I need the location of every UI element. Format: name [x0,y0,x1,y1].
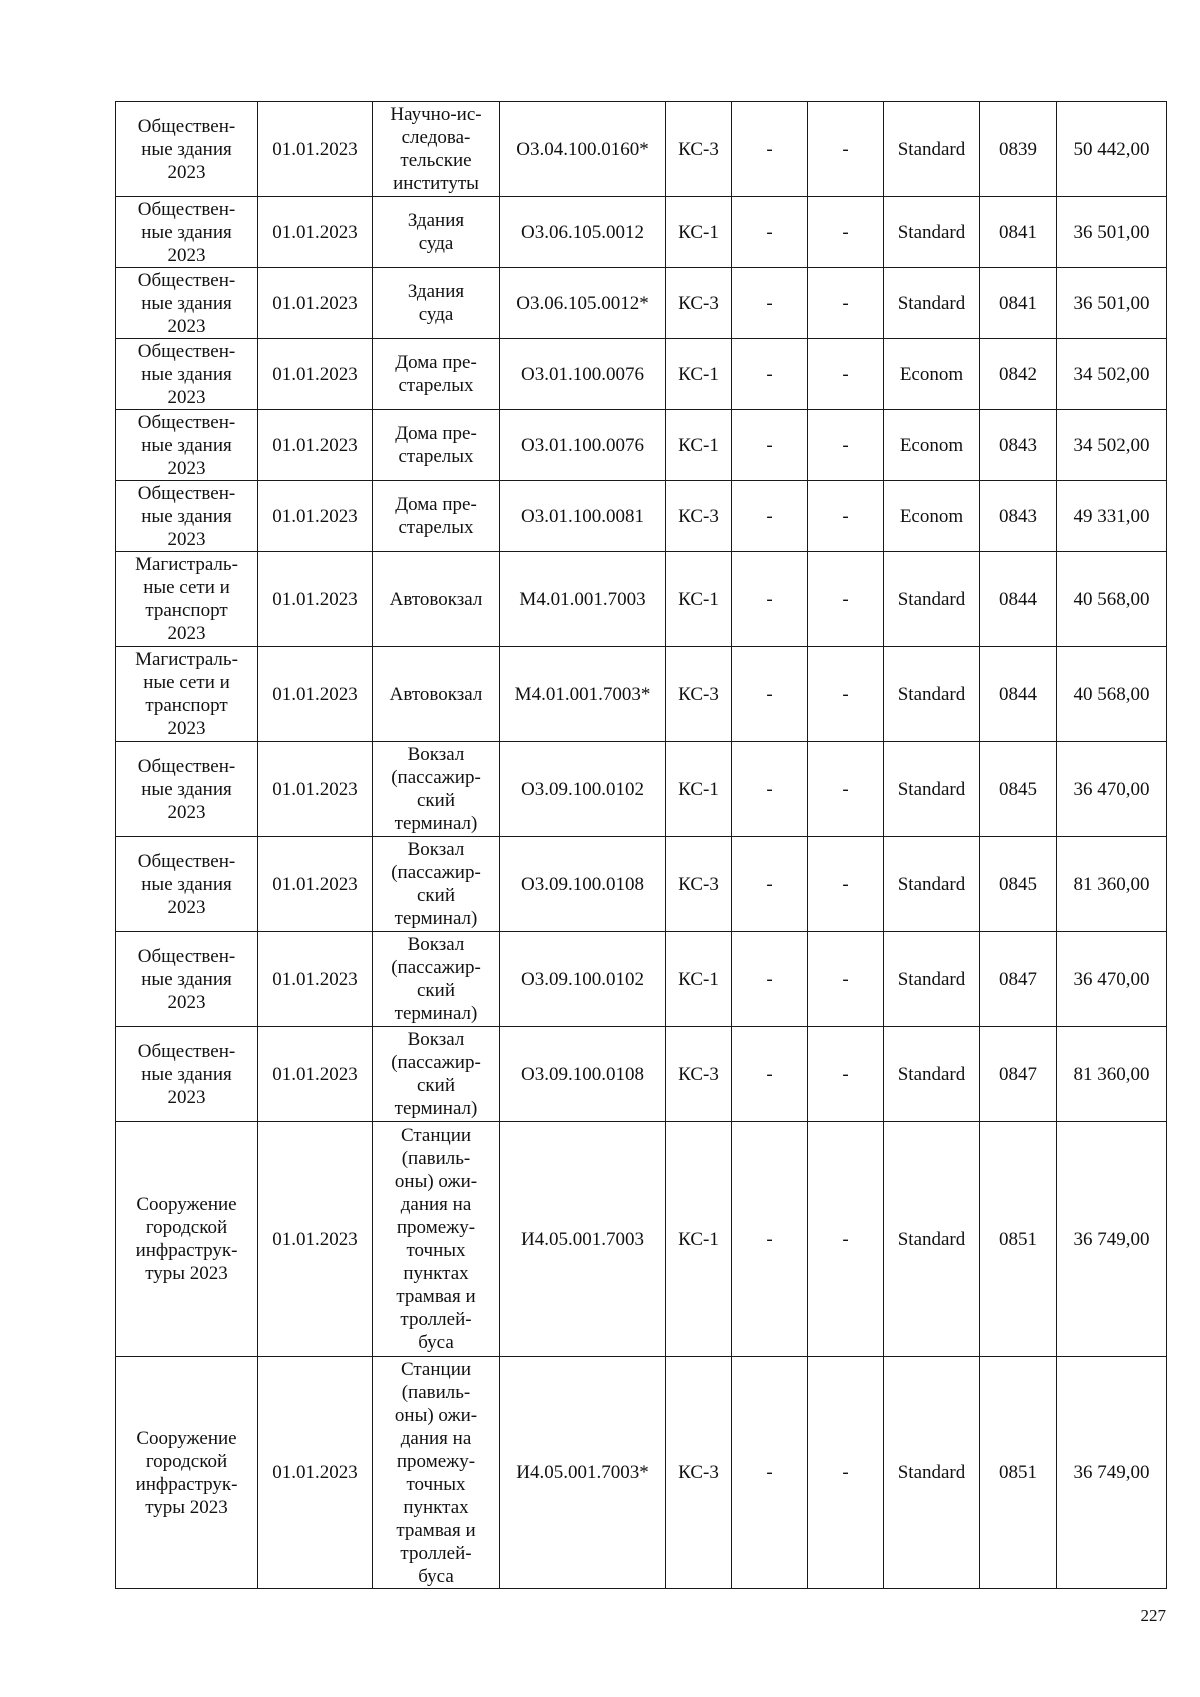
price-cell: 81 360,00 [1057,1027,1167,1122]
price-cell: 40 568,00 [1057,552,1167,647]
class-cell: Standard [884,1027,980,1122]
object-cell: Вокзал (пассажир- ский терминал) [373,1027,500,1122]
class-cell: Standard [884,932,980,1027]
dash-cell: - [808,837,884,932]
code-cell: И4.05.001.7003* [500,1357,666,1589]
object-cell: Автовокзал [373,647,500,742]
number-cell: 0843 [980,410,1057,481]
dash-cell: - [732,197,808,268]
date-cell: 01.01.2023 [258,552,373,647]
date-cell: 01.01.2023 [258,197,373,268]
number-cell: 0847 [980,932,1057,1027]
category-cell: Обществен- ные здания 2023 [116,932,258,1027]
date-cell: 01.01.2023 [258,268,373,339]
category-cell: Обществен- ные здания 2023 [116,1027,258,1122]
ks-cell: КС-1 [666,932,732,1027]
category-cell: Обществен- ные здания 2023 [116,837,258,932]
class-cell: Econom [884,481,980,552]
dash-cell: - [732,481,808,552]
price-cell: 49 331,00 [1057,481,1167,552]
ks-cell: КС-3 [666,102,732,197]
class-cell: Standard [884,1357,980,1589]
table-row [116,932,1167,1027]
dash-cell: - [808,410,884,481]
dash-cell: - [808,1122,884,1357]
code-cell: О3.09.100.0108 [500,1027,666,1122]
price-cell: 50 442,00 [1057,102,1167,197]
number-cell: 0844 [980,647,1057,742]
table-row [116,837,1167,932]
number-cell: 0847 [980,1027,1057,1122]
ks-cell: КС-3 [666,1027,732,1122]
dash-cell: - [732,268,808,339]
number-cell: 0851 [980,1357,1057,1589]
category-cell: Сооружение городской инфраструк- туры 2023 [116,1357,258,1589]
object-cell: Автовокзал [373,552,500,647]
dash-cell: - [808,481,884,552]
code-cell: О3.01.100.0076 [500,410,666,481]
category-cell: Обществен- ные здания 2023 [116,410,258,481]
table-row [116,1357,1167,1589]
dash-cell: - [732,1027,808,1122]
ks-cell: КС-1 [666,410,732,481]
code-cell: О3.01.100.0081 [500,481,666,552]
class-cell: Econom [884,339,980,410]
price-cell: 36 470,00 [1057,932,1167,1027]
code-cell: О3.09.100.0102 [500,932,666,1027]
class-cell: Standard [884,837,980,932]
date-cell: 01.01.2023 [258,481,373,552]
table-row [116,339,1167,410]
dash-cell: - [732,837,808,932]
table-row [116,742,1167,837]
dash-cell: - [808,1027,884,1122]
object-cell: Здания суда [373,268,500,339]
category-cell: Обществен- ные здания 2023 [116,268,258,339]
dash-cell: - [732,552,808,647]
number-cell: 0841 [980,197,1057,268]
ks-cell: КС-1 [666,1122,732,1357]
table-row [116,410,1167,481]
category-cell: Обществен- ные здания 2023 [116,339,258,410]
date-cell: 01.01.2023 [258,339,373,410]
class-cell: Standard [884,742,980,837]
object-cell: Вокзал (пассажир- ский терминал) [373,932,500,1027]
table-row [116,1027,1167,1122]
category-cell: Магистраль- ные сети и транспорт 2023 [116,552,258,647]
dash-cell: - [808,552,884,647]
table-row [116,197,1167,268]
number-cell: 0845 [980,837,1057,932]
category-cell: Сооружение городской инфраструк- туры 2023 [116,1122,258,1357]
price-cell: 36 749,00 [1057,1357,1167,1589]
code-cell: О3.09.100.0102 [500,742,666,837]
class-cell: Standard [884,102,980,197]
page-number: 227 [1140,1606,1166,1625]
ks-cell: КС-3 [666,268,732,339]
dash-cell: - [808,647,884,742]
price-cell: 36 501,00 [1057,197,1167,268]
class-cell: Standard [884,552,980,647]
object-cell: Здания суда [373,197,500,268]
dash-cell: - [732,1357,808,1589]
code-cell: О3.06.105.0012* [500,268,666,339]
date-cell: 01.01.2023 [258,102,373,197]
object-cell: Научно-ис- следова- тельские институты [373,102,500,197]
table-row [116,647,1167,742]
dash-cell: - [808,742,884,837]
dash-cell: - [732,932,808,1027]
date-cell: 01.01.2023 [258,1357,373,1589]
number-cell: 0843 [980,481,1057,552]
class-cell: Standard [884,197,980,268]
category-cell: Обществен- ные здания 2023 [116,481,258,552]
ks-cell: КС-3 [666,481,732,552]
number-cell: 0841 [980,268,1057,339]
category-cell: Обществен- ные здания 2023 [116,197,258,268]
table-row [116,102,1167,197]
table-row [116,1122,1167,1357]
price-cell: 36 749,00 [1057,1122,1167,1357]
data-table [115,101,1167,1589]
object-cell: Вокзал (пассажир- ский терминал) [373,837,500,932]
price-cell: 36 470,00 [1057,742,1167,837]
number-cell: 0839 [980,102,1057,197]
object-cell: Станции (павиль- оны) ожи- дания на промежу- точных пунктах трамвая и троллей- буса [373,1357,500,1589]
class-cell: Standard [884,647,980,742]
price-cell: 34 502,00 [1057,410,1167,481]
price-cell: 36 501,00 [1057,268,1167,339]
date-cell: 01.01.2023 [258,1122,373,1357]
dash-cell: - [732,647,808,742]
dash-cell: - [732,742,808,837]
price-cell: 34 502,00 [1057,339,1167,410]
object-cell: Вокзал (пассажир- ский терминал) [373,742,500,837]
table-row [116,268,1167,339]
ks-cell: КС-3 [666,1357,732,1589]
ks-cell: КС-1 [666,197,732,268]
dash-cell: - [732,410,808,481]
class-cell: Standard [884,268,980,339]
dash-cell: - [808,339,884,410]
object-cell: Станции (павиль- оны) ожи- дания на промежу- точных пунктах трамвая и троллей- буса [373,1122,500,1357]
ks-cell: КС-3 [666,647,732,742]
date-cell: 01.01.2023 [258,932,373,1027]
category-cell: Магистраль- ные сети и транспорт 2023 [116,647,258,742]
number-cell: 0851 [980,1122,1057,1357]
dash-cell: - [732,102,808,197]
dash-cell: - [808,932,884,1027]
code-cell: О3.01.100.0076 [500,339,666,410]
category-cell: Обществен- ные здания 2023 [116,742,258,837]
dash-cell: - [808,197,884,268]
code-cell: О3.04.100.0160* [500,102,666,197]
price-cell: 40 568,00 [1057,647,1167,742]
category-cell: Обществен- ные здания 2023 [116,102,258,197]
ks-cell: КС-1 [666,742,732,837]
object-cell: Дома пре- старелых [373,339,500,410]
code-cell: О3.06.105.0012 [500,197,666,268]
code-cell: И4.05.001.7003 [500,1122,666,1357]
number-cell: 0844 [980,552,1057,647]
dash-cell: - [808,1357,884,1589]
date-cell: 01.01.2023 [258,410,373,481]
ks-cell: КС-3 [666,837,732,932]
ks-cell: КС-1 [666,339,732,410]
dash-cell: - [808,268,884,339]
number-cell: 0842 [980,339,1057,410]
dash-cell: - [808,102,884,197]
table-row [116,481,1167,552]
number-cell: 0845 [980,742,1057,837]
code-cell: О3.09.100.0108 [500,837,666,932]
table-row [116,552,1167,647]
code-cell: М4.01.001.7003 [500,552,666,647]
object-cell: Дома пре- старелых [373,481,500,552]
class-cell: Econom [884,410,980,481]
date-cell: 01.01.2023 [258,742,373,837]
date-cell: 01.01.2023 [258,1027,373,1122]
dash-cell: - [732,1122,808,1357]
date-cell: 01.01.2023 [258,647,373,742]
ks-cell: КС-1 [666,552,732,647]
date-cell: 01.01.2023 [258,837,373,932]
price-cell: 81 360,00 [1057,837,1167,932]
table-body [116,102,1167,1589]
class-cell: Standard [884,1122,980,1357]
code-cell: М4.01.001.7003* [500,647,666,742]
object-cell: Дома пре- старелых [373,410,500,481]
dash-cell: - [732,339,808,410]
